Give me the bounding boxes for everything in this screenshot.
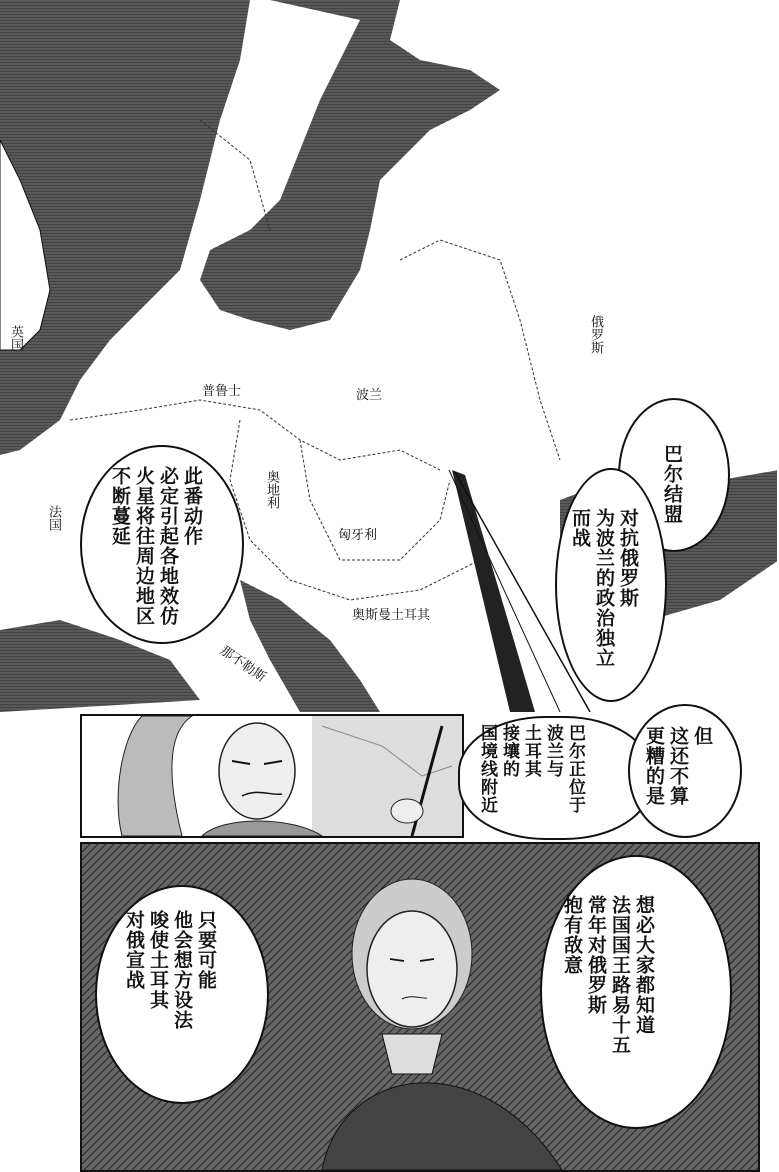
baltic-sea [200, 0, 500, 330]
adriatic [240, 580, 380, 712]
bubble-worse-text: 但 这还不算 更糟的是 [643, 726, 713, 806]
label-russia: 俄罗斯 [588, 315, 603, 354]
pointer-man-panel [80, 714, 464, 838]
bubble-bar-text: 巴尔结盟 [661, 444, 683, 524]
bubble-war-text: 只要可能 他会想方设法 唆使土耳其 对俄宣战 [123, 910, 217, 1030]
bubble-location-text: 巴尔正位于 波兰与 土耳其 接壤的 国境线附近 [477, 724, 585, 814]
label-poland: 波兰 [356, 388, 383, 403]
label-ottoman: 奥斯曼土耳其 [352, 608, 431, 623]
bubble-effect-text: 此番动作 必定引起各地效仿 火星将往周边地区 不断蔓延 [109, 466, 203, 626]
label-hungary: 匈牙利 [338, 528, 378, 543]
bubble-fight-text: 对抗俄罗斯 为波兰的政治独立 而战 [569, 508, 639, 668]
label-prussia: 普鲁士 [202, 384, 242, 399]
bubble-louis-text: 想必大家都知道 法国国王路易十五 常年对俄罗斯 抱有敌意 [561, 895, 655, 1055]
label-france: 法国 [46, 505, 61, 531]
label-naples: 那不勒斯 [217, 643, 269, 686]
label-britain: 英国 [8, 325, 23, 351]
man-illustration [82, 716, 462, 836]
label-austria: 奥地利 [264, 470, 279, 509]
